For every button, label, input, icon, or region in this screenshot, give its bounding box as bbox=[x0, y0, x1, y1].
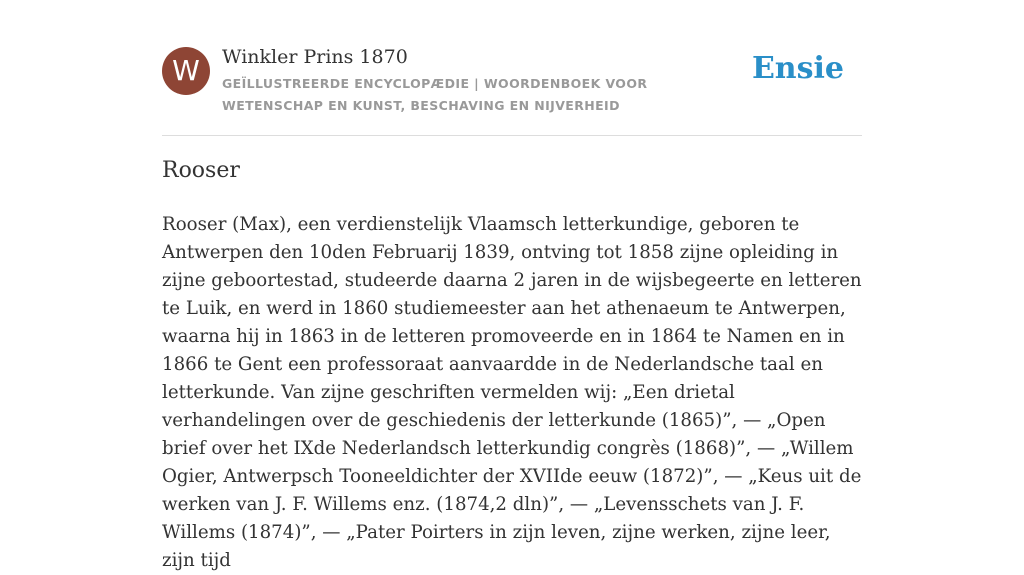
source-title[interactable]: Winkler Prins 1870 bbox=[222, 46, 408, 68]
article-body: Rooser (Max), een verdienstelijk Vlaamsch letterkundige, geboren te Antwerpen den 10den Februarij 1839, ontving tot 1858 zijne opleiding in zijne geboortestad, studeerde daarna 2 jaren in de wijsbegeerte en letteren te Luik, en werd in 1860 studiemeester aan het athenaeum te Antwerpen, waarna hij in 1863 in de letteren promoveerde en in 1864 te Namen en in 1866 te Gent een professoraat aanvaardde in de Nederlandsche taal en letterkunde. Van zijne geschriften vermelden wij: „Een drietal verhandelingen over de geschiedenis der letterkunde (1865)”, — „Open brief over het IXde Nederlandsch letterkundig congrès (1868)”, — „Willem Ogier, Antwerpsch Tooneeldichter der XVIIde eeuw (1872)”, — „Keus uit de werken van J. F. Willems enz. (1874,2 dln)”, — „Levensschets van J. F. Willems (1874)”, — „Pater Poirters in zijn leven, zijne werken, zijne leer, zijn tijd bbox=[162, 214, 862, 571]
source-subtitle: GEÏLLUSTREERDE ENCYCLOPÆDIE | WOORDENBOEK VOOR WETENSCHAP EN KUNST, BESCHAVING EN NIJVERHEID bbox=[222, 76, 648, 113]
ensie-logo-link[interactable]: Ensie bbox=[751, 51, 844, 86]
source-header bbox=[162, 44, 862, 136]
source-avatar[interactable]: W bbox=[162, 47, 210, 95]
header-divider bbox=[162, 135, 862, 136]
article-title: Rooser bbox=[162, 158, 240, 183]
